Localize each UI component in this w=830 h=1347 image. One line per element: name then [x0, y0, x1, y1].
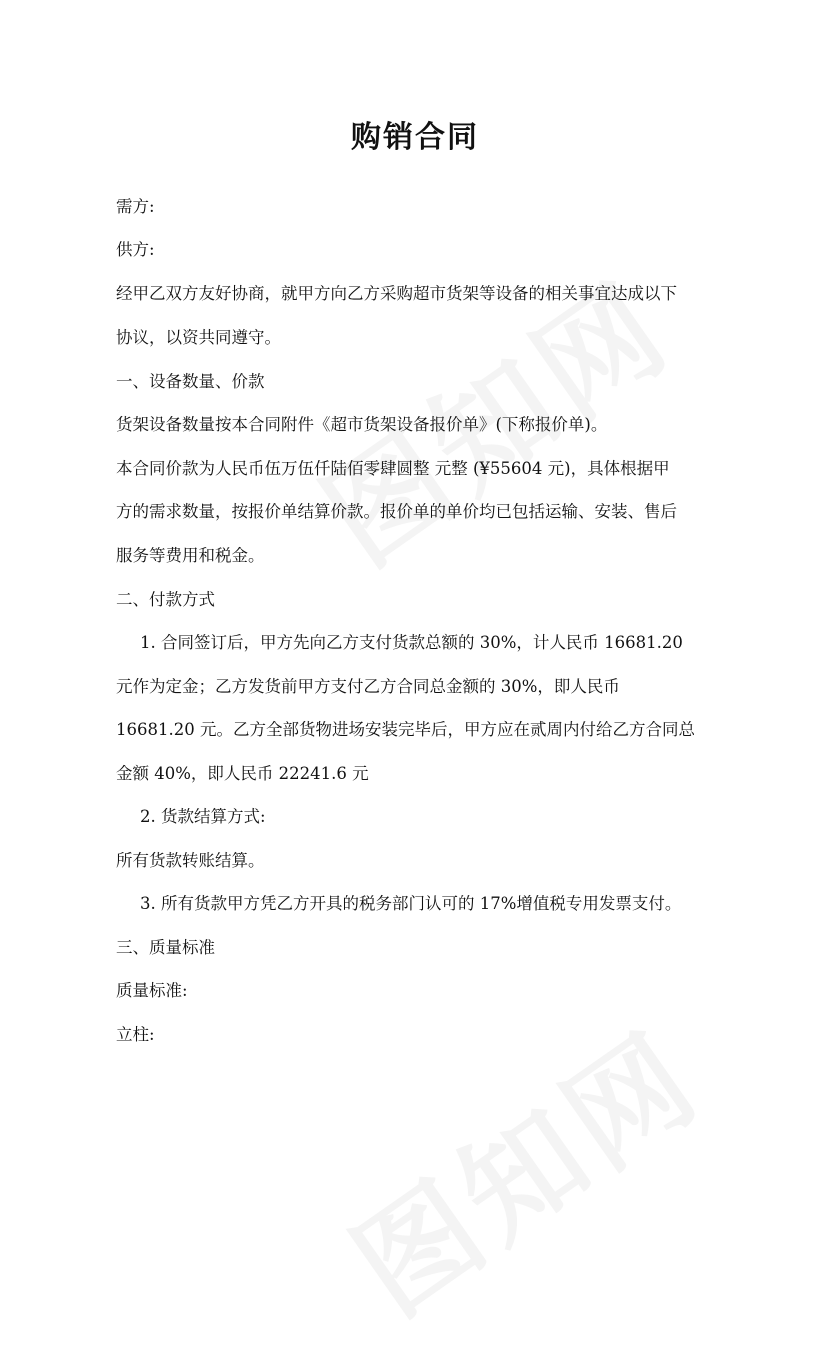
watermark — [315, 985, 728, 1346]
paragraph-line: 服务等费用和税金。 — [116, 546, 265, 565]
supplier-line: 供方: — [116, 240, 155, 259]
document-title: 购销合同 — [351, 120, 479, 155]
section-heading: 一、设备数量、价款 — [116, 372, 265, 391]
buyer-line: 需方: — [116, 197, 155, 216]
paragraph-line: 货架设备数量按本合同附件《超市货架设备报价单》(下称报价单)。 — [116, 415, 608, 434]
paragraph-line: 16681.20 元。乙方全部货物进场安装完毕后，甲方应在贰周内付给乙方合同总 — [116, 720, 695, 739]
paragraph-line: 所有货款转账结算。 — [116, 851, 265, 870]
section-heading: 二、付款方式 — [116, 590, 215, 609]
paragraph-line: 协议，以资共同遵守。 — [116, 328, 281, 347]
paragraph-line: 元作为定金；乙方发货前甲方支付乙方合同总金额的 30%，即人民币 — [116, 677, 620, 696]
paragraph-line: 质量标准: — [116, 981, 188, 1000]
list-item: 3. 所有货款甲方凭乙方开具的税务部门认可的 17%增值税专用发票支付。 — [140, 894, 682, 913]
paragraph-line: 本合同价款为人民币伍万伍仟陆佰零肆圆整 元整 (¥55604 元)，具体根据甲 — [116, 459, 670, 478]
list-item: 1. 合同签订后，甲方先向乙方支付货款总额的 30%，计人民币 16681.20 — [140, 633, 683, 652]
paragraph-line: 经甲乙双方友好协商，就甲方向乙方采购超市货架等设备的相关事宜达成以下 — [116, 284, 677, 303]
paragraph-line: 金额 40%，即人民币 22241.6 元 — [116, 764, 369, 783]
paragraph-line: 方的需求数量，按报价单结算价款。报价单的单价均已包括运输、安装、售后 — [116, 502, 677, 521]
paragraph-line: 立柱: — [116, 1025, 155, 1044]
list-item: 2. 货款结算方式: — [140, 807, 266, 826]
section-heading: 三、质量标准 — [116, 938, 215, 957]
